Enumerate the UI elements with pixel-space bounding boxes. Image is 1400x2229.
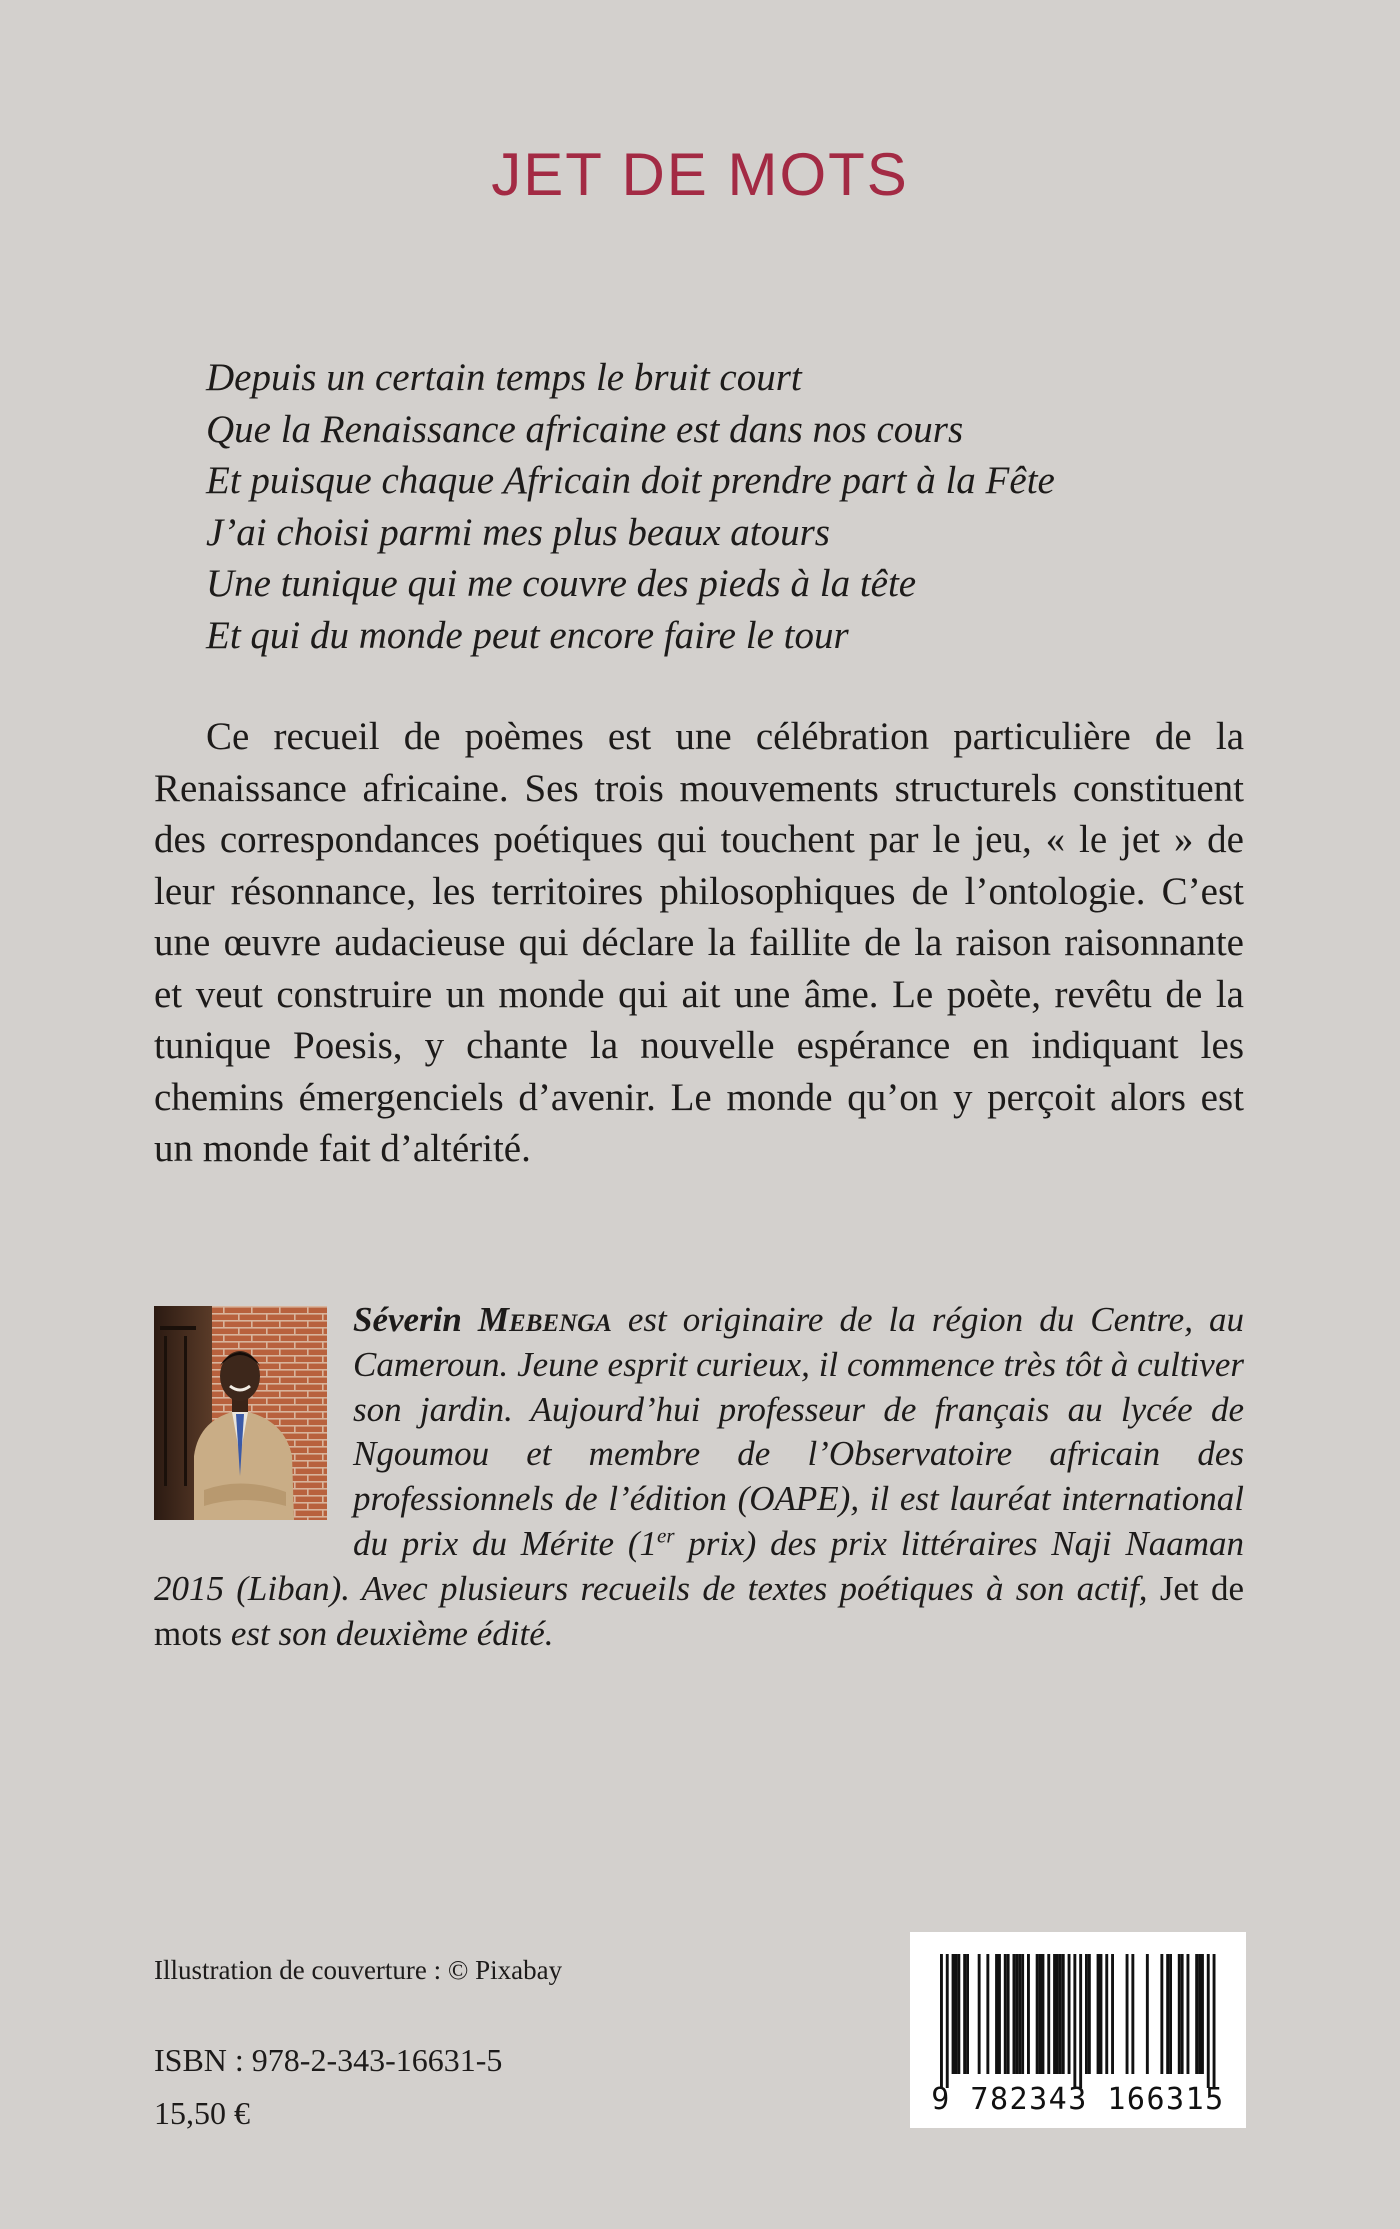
price: 15,50 €	[154, 2095, 250, 2131]
barcode-bar	[1169, 1954, 1172, 2074]
barcode-bar	[1039, 1954, 1042, 2074]
barcode-bar	[1166, 1954, 1169, 2074]
bio-text: est son deuxième édité.	[222, 1613, 554, 1653]
barcode-bar	[998, 1954, 1001, 2074]
poem-line: Et puisque chaque Africain doit prendre part à la Fête	[206, 459, 1055, 502]
barcode-bar	[986, 1954, 989, 2074]
bio-text: est originaire de la région du Centre, au Cameroun. Jeune esprit curieux, il commence très tôt à cultiver son jardin. Aujourd’hui professeur de français au lycée de Ngoumou et membre de l’Observatoire africain des professionnels de l’édition (OAPE), il est lauréat international du prix du Mérite (1	[353, 1300, 1244, 1563]
poem-line: Une tunique qui me couvre des pieds à la tête	[206, 562, 917, 605]
poem-line: Et qui du monde peut encore faire le tour	[206, 613, 849, 657]
barcode-bar	[1042, 1954, 1045, 2074]
author-bio	[154, 1298, 1244, 1656]
barcode-bar	[1111, 1954, 1114, 2074]
cover-credit: Illustration de couverture : © Pixabay	[154, 1955, 563, 1985]
barcode-bar	[1198, 1954, 1201, 2074]
barcode-digits: 9 782343 166315	[931, 2082, 1225, 2117]
barcode-bar	[1053, 1954, 1056, 2074]
barcode-bar	[963, 1954, 966, 2074]
barcode-bar	[1146, 1954, 1149, 2074]
barcode-bar	[1056, 1954, 1059, 2074]
book-summary: Ce recueil de poèmes est une célébration particulière de la Renaissance africaine. Ses trois mouvements structurels constituent des correspondances poétiques qui touchent par le jeu, « le jet » de leur résonnance, les territoires philosophiques de l’ontologie. C’est une œuvre audacieuse qui déclare la faillite de la raison raisonnante et veut construire un monde qui ait une âme. Le poète, revêtu de la tunique Poesis, y chante la nouvelle espérance en indiquant les chemins émergenciels d’avenir. Le monde qu’on y perçoit alors est un monde fait d’altérité.	[154, 715, 1244, 1170]
poem-line: Que la Renaissance africaine est dans nos cours	[206, 407, 964, 451]
barcode-bar	[1178, 1954, 1181, 2074]
barcode-bar	[1131, 1954, 1134, 2074]
barcode-bar	[1181, 1954, 1184, 2074]
barcode-bar	[955, 1954, 958, 2074]
barcode-bar	[1079, 1954, 1082, 2088]
barcode-bar	[1085, 1954, 1088, 2074]
barcode-bar	[1021, 1954, 1024, 2074]
barcode-bar	[1126, 1954, 1129, 2074]
barcode-bar	[952, 1954, 955, 2074]
barcode-bar	[1073, 1954, 1076, 2088]
barcode-bar	[1207, 1954, 1210, 2088]
barcode-bar	[1068, 1954, 1071, 2074]
bio-superscript: er	[657, 1523, 675, 1548]
barcode-bar	[1047, 1954, 1050, 2074]
barcode-bar	[1097, 1954, 1100, 2074]
barcode-bar	[978, 1954, 981, 2074]
isbn: ISBN : 978-2-343-16631-5	[154, 2042, 503, 2078]
poem-line: Depuis un certain temps le bruit court	[206, 356, 802, 399]
barcode	[910, 1932, 1246, 2128]
barcode-bar	[1059, 1954, 1062, 2074]
barcode-bar	[1027, 1954, 1030, 2074]
barcode-bar	[1187, 1954, 1190, 2074]
barcode-bar	[995, 1954, 998, 2074]
barcode-bar	[966, 1954, 969, 2074]
barcode-bar	[1201, 1954, 1204, 2074]
barcode-bar	[1015, 1954, 1018, 2074]
book-title: JET DE MOTS	[491, 141, 909, 208]
barcode-bar	[1100, 1954, 1103, 2074]
barcode-bar	[1105, 1954, 1108, 2074]
poem-excerpt	[206, 352, 1266, 661]
barcode-bar	[940, 1954, 943, 2088]
barcode-bar	[1007, 1954, 1010, 2074]
barcode-bar	[957, 1954, 960, 2074]
barcode-bar	[1062, 1954, 1065, 2074]
barcode-bar	[1160, 1954, 1163, 2074]
barcode-bar	[946, 1954, 949, 2088]
bio-text: prix) des prix littéraires Naji Naaman 2015 (Liban). Avec plusieurs recueils de textes poétiques à son actif,	[154, 1523, 1244, 1608]
barcode-bar	[1195, 1954, 1198, 2074]
author-last-name: Mebenga	[477, 1300, 612, 1339]
poem-line: J’ai choisi parmi mes plus beaux atours	[206, 510, 830, 554]
barcode-bar	[1213, 1954, 1216, 2088]
author-first-name: Séverin	[353, 1300, 462, 1339]
photo-spacer	[154, 1298, 353, 1530]
barcode-bar	[1088, 1954, 1091, 2074]
barcode-bar	[1036, 1954, 1039, 2074]
barcode-bar	[1013, 1954, 1016, 2074]
bio-book-title: Jet de mots	[154, 1568, 1244, 1653]
barcode-bar	[1004, 1954, 1007, 2074]
barcode-bar	[1018, 1954, 1021, 2074]
